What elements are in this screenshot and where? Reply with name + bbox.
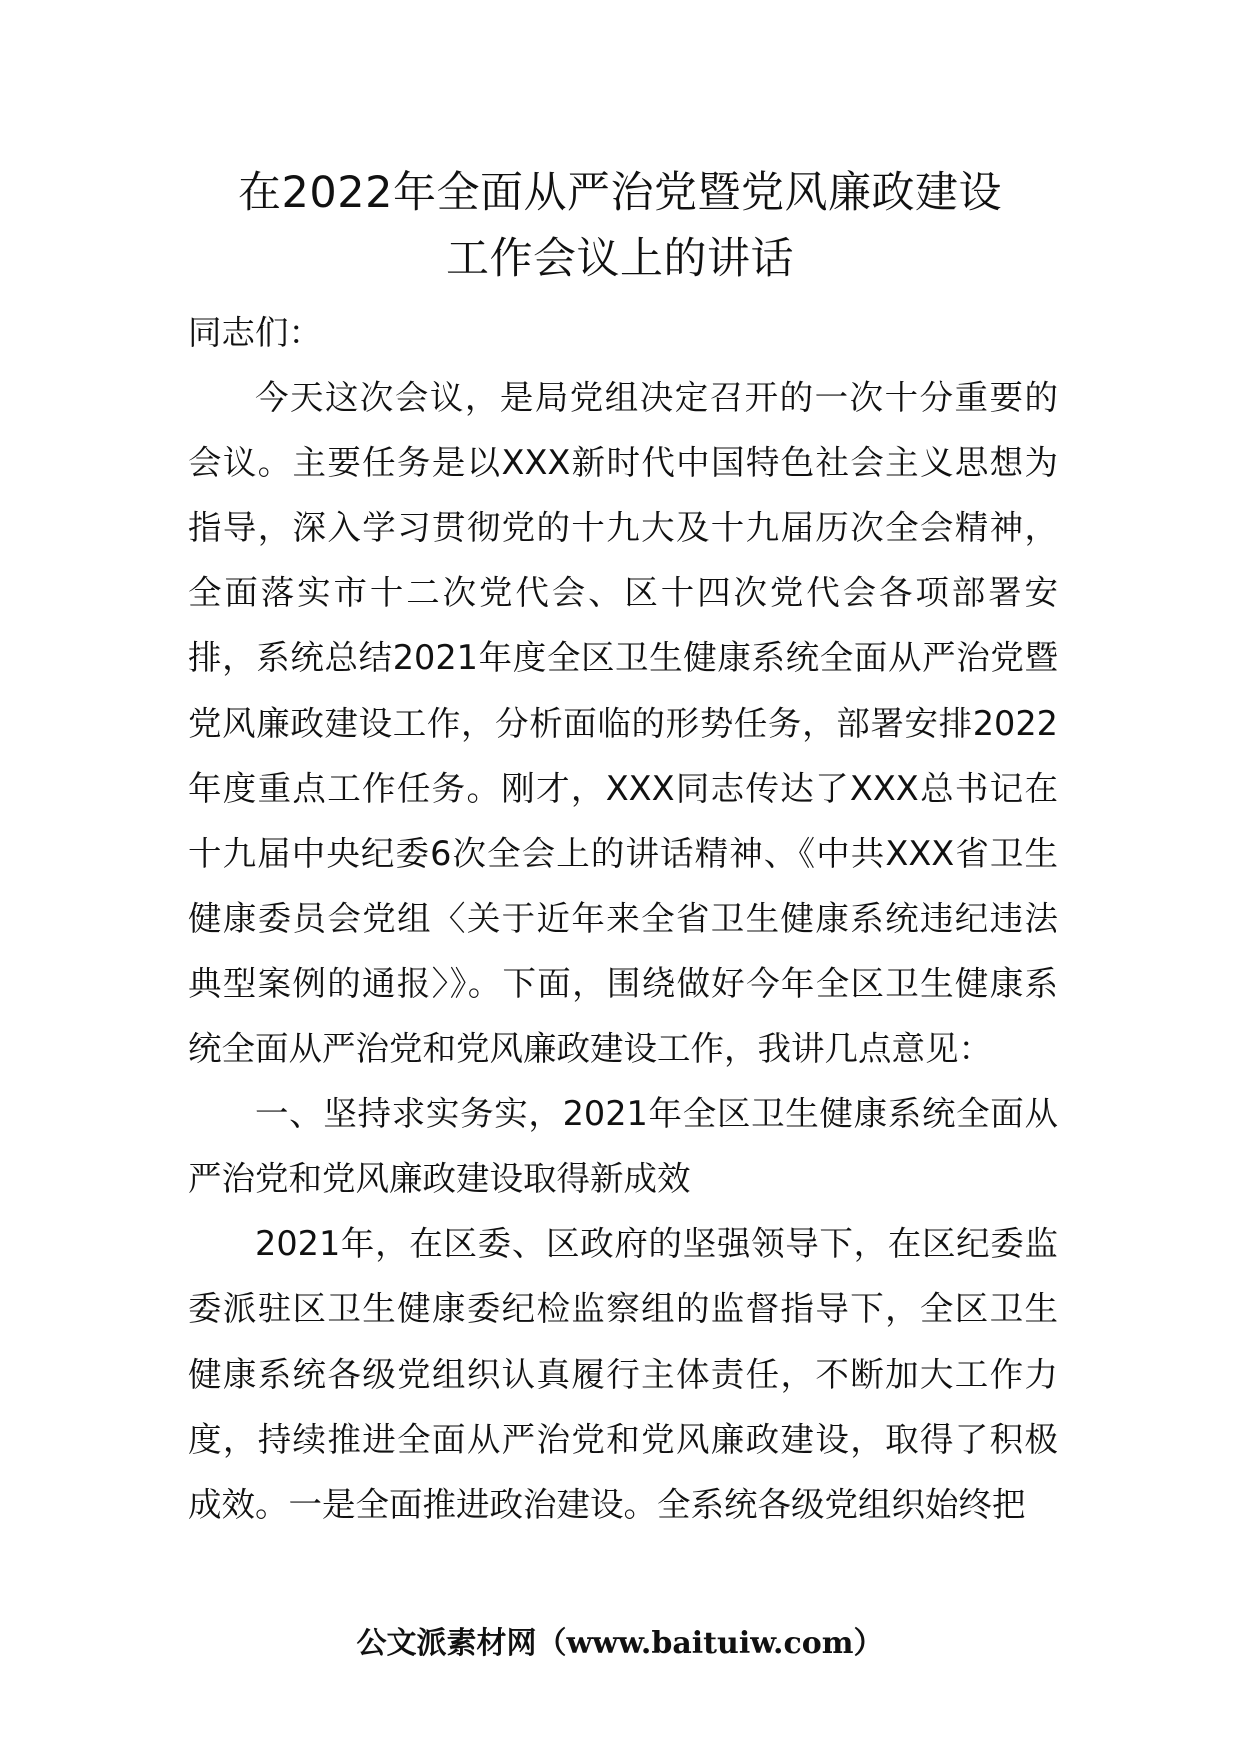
document-body bbox=[188, 300, 1058, 1537]
paragraph-intro: 今天这次会议，是局党组决定召开的一次十分重要的会议。主要任务是以XXX新时代中国特色社会主义思想为指导，深入学习贯彻党的十九大及十九届历次全会精神，全面落实市十二次党代会、区十四次党代会各项部署安排，系统总结2021年度全区卫生健康系统全面从严治党暨党风廉政建设工作，分析面临的形势任务，部署安排2022年度重点工作任务。刚才，XXX同志传达了XXX总书记在十九届中央纪委6次全会上的讲话精神、《中共XXX省卫生健康委员会党组〈关于近年来全省卫生健康系统违纪违法典型案例的通报〉》。下面，围绕做好今年全区卫生健康系统全面从严治党和党风廉政建设工作，我讲几点意见： bbox=[188, 378, 1058, 1069]
footer-watermark: 公文派素材网（www.baituiw.com） bbox=[356, 1626, 884, 1661]
salutation: 同志们： bbox=[188, 313, 322, 352]
section-heading-1: 一、坚持求实务实，2021年全区卫生健康系统全面从严治党和党风廉政建设取得新成效 bbox=[188, 1094, 1058, 1199]
title-line-2: 工作会议上的讲话 bbox=[446, 234, 794, 284]
document-title bbox=[140, 160, 1100, 292]
paragraph-achievements: 2021年，在区委、区政府的坚强领导下，在区纪委监委派驻区卫生健康委纪检监察组的监督指导下，全区卫生健康系统各级党组织认真履行主体责任，不断加大工作力度，持续推进全面从严治党和党风廉政建设，取得了积极成效。一是全面推进政治建设。全系统各级党组织始终把 bbox=[188, 1224, 1058, 1524]
title-line-1: 在2022年全面从严治党暨党风廉政建设 bbox=[238, 168, 1002, 218]
